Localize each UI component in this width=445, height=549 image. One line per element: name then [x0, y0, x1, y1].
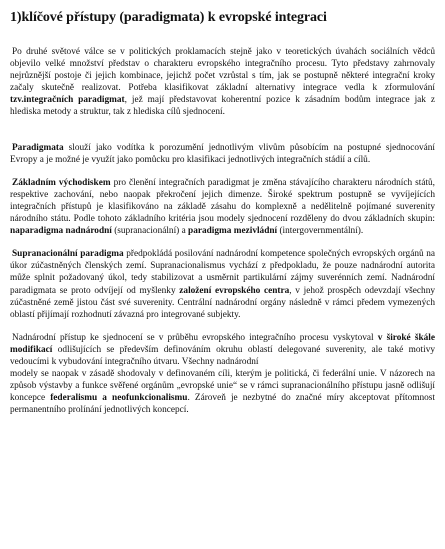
text-run: modely se naopak v zásadě shodovaly v definovaném cíli, kterým je politická, či federální unie. V názorech na způsob výstavby a funkce svěřené orgánům „evropské unie“ se v rámci supranacionálního přístupu jasně odlišují koncepce: [10, 369, 435, 404]
paragraph-intro: [10, 46, 435, 119]
bold-term: tzv.integračních paradigmat: [10, 95, 125, 106]
text-run: (supranacionální) a: [111, 226, 189, 237]
bold-term: Základním východiskem: [12, 177, 111, 188]
text-run: Po druhé světové válce se v politických proklamacích stejně jako v teoretických úvahách sociálních vědců objevilo velké množství představ o charakteru evropského integračního procesu. Tyto představy zahrnovaly nejrůznější postoje či jejich kombinace, jejichž počet vzrůstal s tím, jak se postupně některé integrační kroky začaly skutečně realizovat. Potřeba klasifikovat základní alternativy integrace vedla k zformulování: [10, 47, 435, 94]
text-run: (intergovernmentální).: [277, 226, 364, 237]
text-run: , v jehož prospěch odevzdají všechny zúčastněné země jistou část své suverenity. Centrální nadnárodní orgány následně v rámci předem vymezených oblastí přijímají rozhodnutí závazná pro integrované subjekty.: [10, 285, 435, 320]
text-run: Nadnárodní přístup ke sjednocení se v průběhu evropského integračního procesu vyskytoval: [12, 332, 378, 343]
bold-term: Paradigmata: [12, 142, 64, 153]
paragraph-vychodisko: [10, 177, 435, 237]
page-title: 1)klíčové přístupy (paradigmata) k evropské integraci: [10, 10, 327, 25]
text-run: , jež mají představovat koherentní pozice k zásadním bodům integrace jak z hlediska metody a struktur, tak z hlediska cílů sjednocení.: [10, 95, 435, 118]
bold-term: naparadigma nadnárodní: [10, 226, 112, 237]
bold-term: Supranacionální paradigma: [12, 249, 124, 260]
paragraph-supranacionalni: [10, 248, 435, 321]
text-run: odlišujících se především definováním okruhu oblastí delegované suverenity, ale také motivy vedoucími k vybudování integračního útvaru. Všechny nadnárodní: [10, 344, 435, 367]
text-run: . Zároveň je nezbytné do značné míry akceptovat přítomnost permanentního prolínání jednotlivých koncepcí.: [10, 393, 435, 416]
paragraph-nadnarodni-pristup: [10, 332, 435, 417]
text-run: pro členění integračních paradigmat je změna stávajícího charakteru národních států, respektive zachování, nebo naopak překročení jejich dimenze. Široké spektrum postupně se vyvíjejících integračních přístupů je klasifikováno na základě zásahu do komplexně a nedělitelně pojímané suverenity národního státu. Podle tohoto základního kritéria jsou modely sjednocení rozděleny do dvou základních skupin:: [10, 177, 436, 225]
bold-term: federalismu a neofunkcionalismu: [50, 393, 188, 404]
bold-term: založení evropského centra: [179, 285, 290, 296]
paragraph-paradigmata: [10, 142, 435, 166]
text-run: slouží jako vodítka k porozumění jednotlivým vlivům působícím na postupné sjednocování Evropy a je možné je využít jako pomůcku pro klasifikaci jednotlivých integračních stádií a cílů.: [10, 142, 435, 165]
text-run: předpokládá posilování nadnárodní kompetence společných evropských orgánů na úkor zúčastněných členských zemí. Supranacionalismus vychází z předpokladu, že pouze nadnárodní autorita může splnit požadovaný úkol, tedy stabilizovat a usměrnit partikulární zájmy suverénních zemí. Nadnárodní paradigmata se proto odvíjejí od myšlenky: [10, 249, 435, 296]
bold-term: v široké škále modifikací: [10, 332, 435, 355]
bold-term: paradigma mezivládní: [188, 226, 278, 237]
